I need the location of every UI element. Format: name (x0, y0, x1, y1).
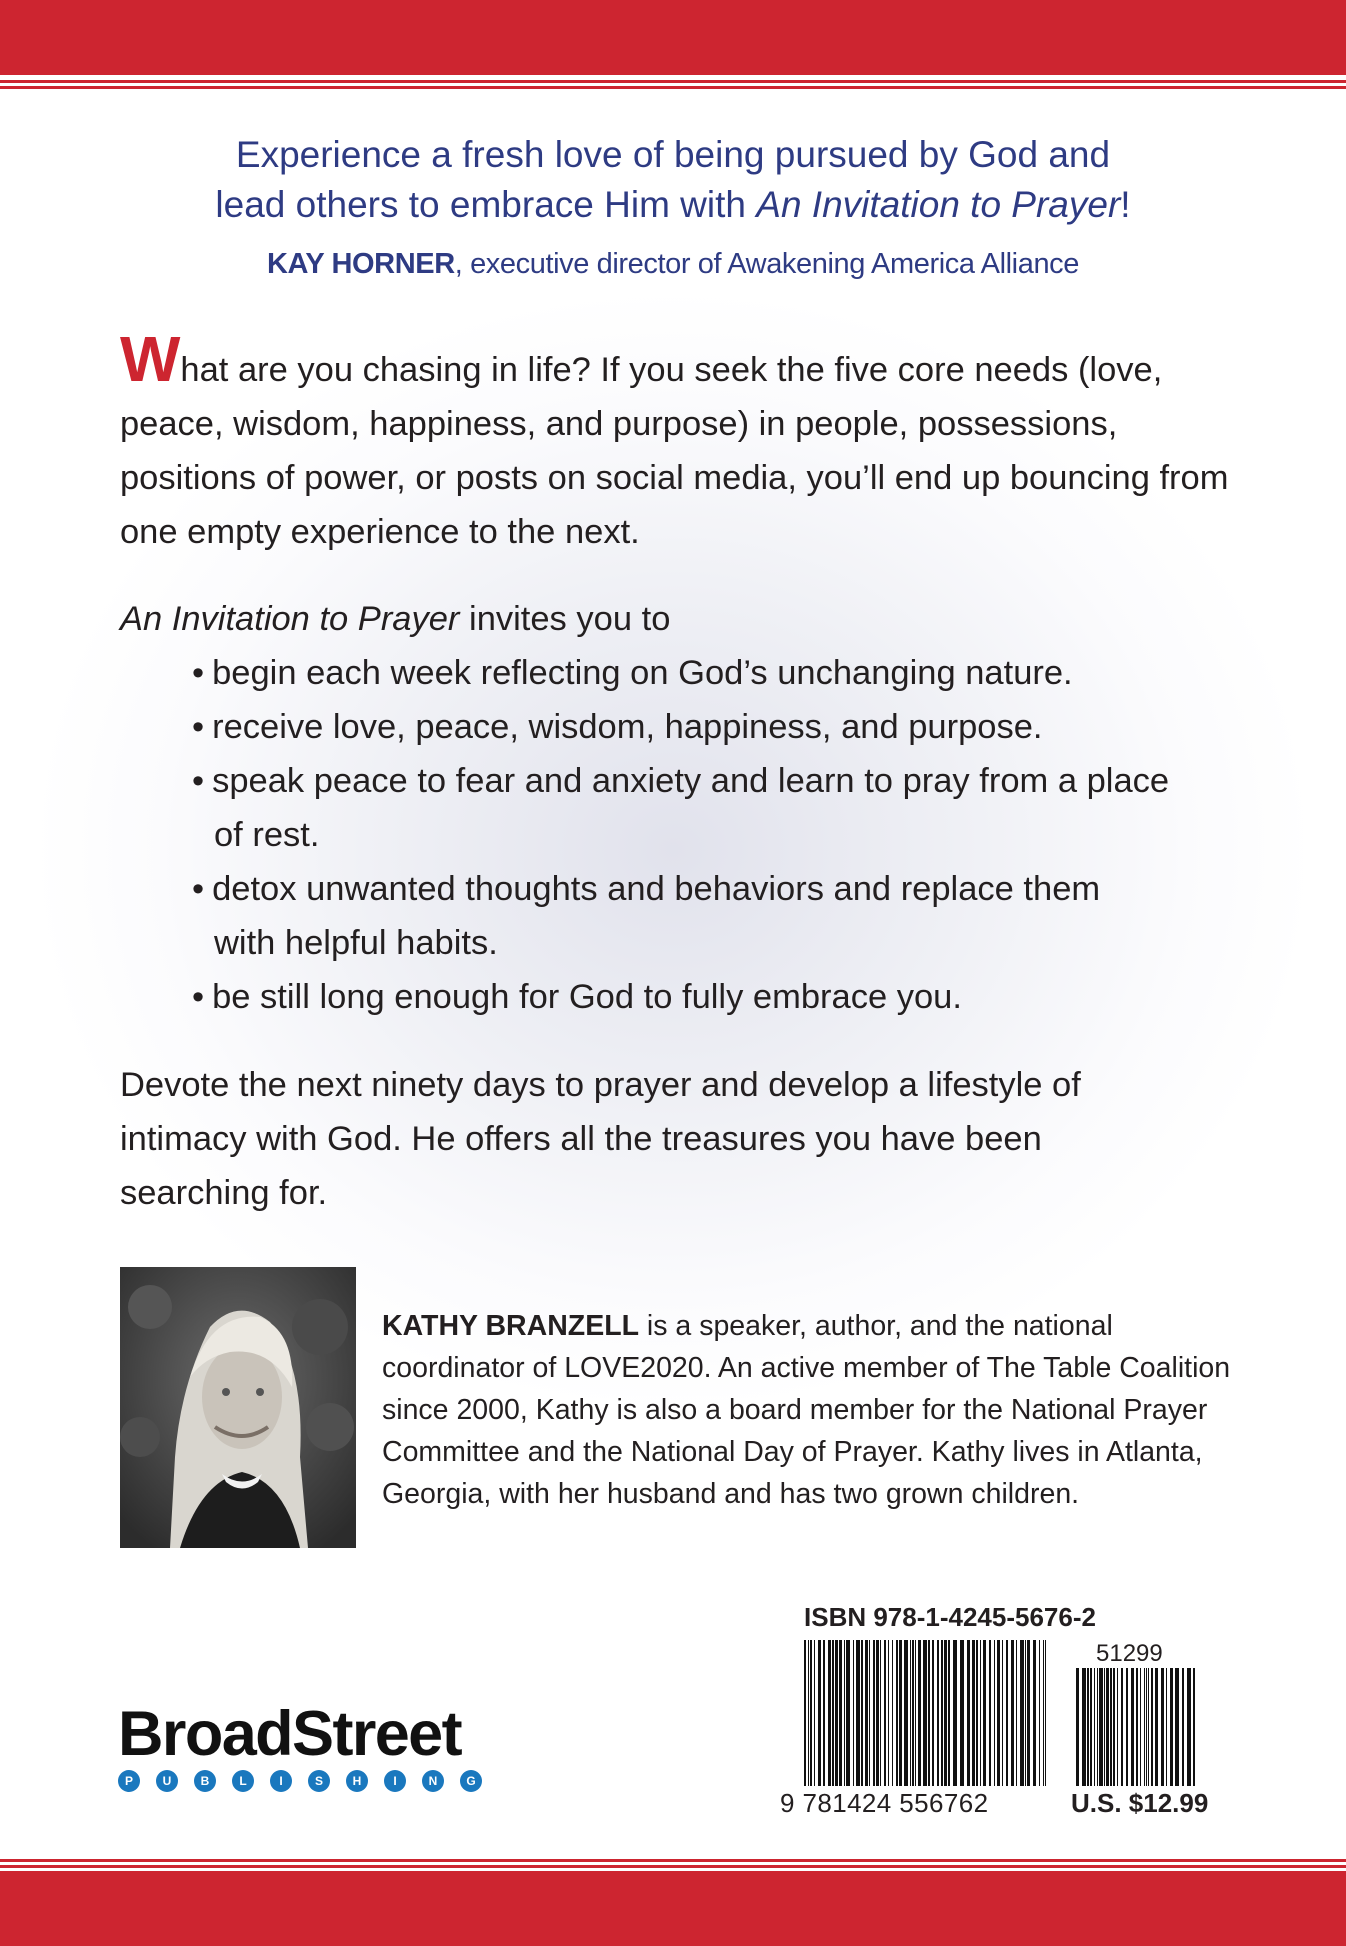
barcode-bar (983, 1640, 986, 1786)
barcode-bar (980, 1640, 981, 1786)
barcode-bar (941, 1640, 943, 1786)
publisher-name: BroadStreet (118, 1699, 461, 1769)
barcode-bar (869, 1640, 870, 1786)
publisher-letter: P (118, 1770, 140, 1792)
barcode-bar (896, 1640, 898, 1786)
benefits-list (192, 646, 1252, 1024)
list-item: • be still long enough for God to fully embrace you. (192, 970, 1252, 1024)
publisher-logo (118, 1699, 508, 1792)
barcode-bar (923, 1640, 927, 1786)
closing-paragraph: Devote the next ninety days to prayer and develop a lifestyle of intimacy with God. He offers all the treasures you have been searching for. (120, 1066, 1081, 1212)
barcode-bar (1182, 1668, 1184, 1786)
barcode-bar (928, 1640, 930, 1786)
endorsement-line-2-pre: lead others to embrace Him with (215, 184, 757, 225)
endorser-name: KAY HORNER (266, 248, 455, 280)
barcode-bar (1033, 1640, 1036, 1786)
barcode-bar (904, 1640, 908, 1786)
barcode-bar (937, 1640, 939, 1786)
barcode-bar (814, 1640, 815, 1786)
drop-cap: W (120, 323, 181, 395)
barcode-bar (884, 1640, 886, 1786)
top-stripe-1 (0, 80, 1346, 83)
barcode-bar (994, 1640, 995, 1786)
endorsement-line-1: Experience a fresh love of being pursued by God and (235, 134, 1111, 175)
barcode-bar (972, 1640, 975, 1786)
barcode-bar (944, 1640, 947, 1786)
publisher-letter: G (460, 1770, 482, 1792)
barcode-bar (846, 1640, 850, 1786)
barcode-bar (839, 1640, 842, 1786)
barcode-bar (853, 1640, 854, 1786)
barcode-bar (960, 1640, 964, 1786)
barcode-bar (932, 1640, 934, 1786)
barcode-bar (1027, 1640, 1030, 1786)
endorser-role: , executive director of Awakening America Alliance (454, 248, 1080, 280)
barcode-bar (910, 1640, 911, 1786)
barcode-bar (844, 1640, 845, 1786)
author-photo (120, 1267, 356, 1548)
endorsement-line-2-post: ! (1120, 184, 1131, 225)
barcode-bar (1082, 1668, 1086, 1786)
barcode-bar (1097, 1668, 1098, 1786)
barcode-bar (997, 1640, 1000, 1786)
barcode-bar (832, 1640, 834, 1786)
list-item: • receive love, peace, wisdom, happiness, and purpose. (192, 700, 1252, 754)
barcode-bar (1025, 1640, 1026, 1786)
barcode-bar (856, 1640, 860, 1786)
list-item: • detox unwanted thoughts and behaviors and replace them with helpful habits. (192, 862, 1152, 970)
barcode-bar (1002, 1640, 1003, 1786)
barcode-bar (1087, 1668, 1089, 1786)
barcode-bar (1110, 1668, 1112, 1786)
barcode-bar (1175, 1668, 1179, 1786)
author-bio (382, 1305, 1242, 1515)
barcode-bar (953, 1640, 957, 1786)
barcode-bar (1166, 1668, 1167, 1786)
publisher-letter: I (270, 1770, 292, 1792)
barcode-bar (1104, 1668, 1105, 1786)
bottom-red-band (0, 1871, 1346, 1946)
barcode-addon-number: 51299 (1096, 1640, 1163, 1667)
intro-paragraph (120, 323, 1240, 559)
barcode-bar (1148, 1668, 1149, 1786)
barcode-bar (888, 1640, 889, 1786)
barcode-bar (1161, 1668, 1164, 1786)
barcode-bar (918, 1640, 921, 1786)
barcode-bar (1146, 1668, 1147, 1786)
barcode-bar (976, 1640, 978, 1786)
barcode-bar (1006, 1640, 1008, 1786)
barcode-bar (912, 1640, 914, 1786)
barcode-bar (876, 1640, 879, 1786)
endorsement-quote (0, 130, 1346, 230)
invites-book-title: An Invitation to Prayer (120, 600, 460, 638)
invites-heading (120, 592, 1240, 646)
barcode-bar (861, 1640, 863, 1786)
barcode-bar (804, 1640, 806, 1786)
barcode-bar (1140, 1668, 1141, 1786)
top-stripe-2 (0, 86, 1346, 89)
barcode-bar (1170, 1668, 1173, 1786)
barcode-bar (1121, 1668, 1123, 1786)
barcode-bar (899, 1640, 902, 1786)
barcode-bar (1020, 1640, 1024, 1786)
barcode-bar (1131, 1668, 1134, 1786)
barcode-bar (1113, 1668, 1115, 1786)
bottom-stripe-1 (0, 1859, 1346, 1862)
endorsement-attribution (0, 248, 1346, 281)
barcode-bar (967, 1640, 970, 1786)
barcode-bar (1045, 1640, 1046, 1786)
barcode-bar (1126, 1668, 1128, 1786)
list-item: • speak peace to fear and anxiety and learn to pray from a place of rest. (192, 754, 1172, 862)
barcode-bar (873, 1640, 875, 1786)
bio-author-name: KATHY BRANZELL (382, 1310, 640, 1342)
barcode-bar (823, 1640, 825, 1786)
barcode-bar (948, 1640, 950, 1786)
barcode-digits: 9 781424 556762 (780, 1788, 989, 1818)
endorsement-line-2 (0, 180, 1346, 230)
barcode-bar (880, 1640, 881, 1786)
top-red-band (0, 0, 1346, 75)
endorsement-book-title: An Invitation to Prayer (756, 184, 1121, 225)
barcode-bar (1090, 1668, 1092, 1786)
barcode-bar (892, 1640, 893, 1786)
barcode-bar (865, 1640, 868, 1786)
barcode-bar (1117, 1668, 1118, 1786)
barcode-bar (1099, 1668, 1103, 1786)
barcode-bar (1094, 1668, 1095, 1786)
invites-text: invites you to (459, 600, 671, 638)
barcode-bar (1011, 1640, 1014, 1786)
barcode-bar (989, 1640, 991, 1786)
publisher-letter: U (156, 1770, 178, 1792)
barcode-bar (835, 1640, 838, 1786)
barcode-bar (810, 1640, 812, 1786)
bottom-stripe-2 (0, 1865, 1346, 1868)
publisher-subtitle (118, 1770, 508, 1792)
barcode-bar (1106, 1668, 1109, 1786)
isbn-label: ISBN 978-1-4245-5676-2 (804, 1602, 1096, 1632)
publisher-letter: H (346, 1770, 368, 1792)
barcode-bar (808, 1640, 809, 1786)
intro-text: hat are you chasing in life? If you seek the five core needs (love, peace, wisdom, happiness, and purpose) in people, possessions, positions of power, or posts on social media, you’ll end up bouncing from one empty experience to the next. (120, 351, 1229, 551)
barcode-bar (1039, 1640, 1040, 1786)
publisher-letter: S (308, 1770, 330, 1792)
barcode-bar (1076, 1668, 1079, 1786)
barcode-bar (1016, 1640, 1017, 1786)
publisher-letter: B (194, 1770, 216, 1792)
barcode-bar (1144, 1668, 1145, 1786)
publisher-letter: I (384, 1770, 406, 1792)
barcode-bar (1193, 1668, 1195, 1786)
barcode-bar (915, 1640, 916, 1786)
bio-text: is a speaker, author, and the national coordinator of LOVE2020. An active member of The Table Coalition since 2000, Kathy is also a board member for the National Prayer Committee and the National Day of Prayer. Kathy lives in Atlanta, Georgia, with her husband and has two grown children. (382, 1310, 1231, 1510)
barcode-bar (1136, 1668, 1138, 1786)
barcode-bar (1155, 1668, 1158, 1786)
publisher-letter: N (422, 1770, 444, 1792)
barcode-bar (828, 1640, 831, 1786)
barcode-bar (818, 1640, 821, 1786)
price-label: U.S. $12.99 (1071, 1788, 1209, 1818)
list-item: • begin each week reflecting on God’s unchanging nature. (192, 646, 1252, 700)
barcode-bar (1187, 1668, 1191, 1786)
barcode-bar (1151, 1668, 1153, 1786)
publisher-letter: L (232, 1770, 254, 1792)
barcode-bar (1043, 1640, 1044, 1786)
